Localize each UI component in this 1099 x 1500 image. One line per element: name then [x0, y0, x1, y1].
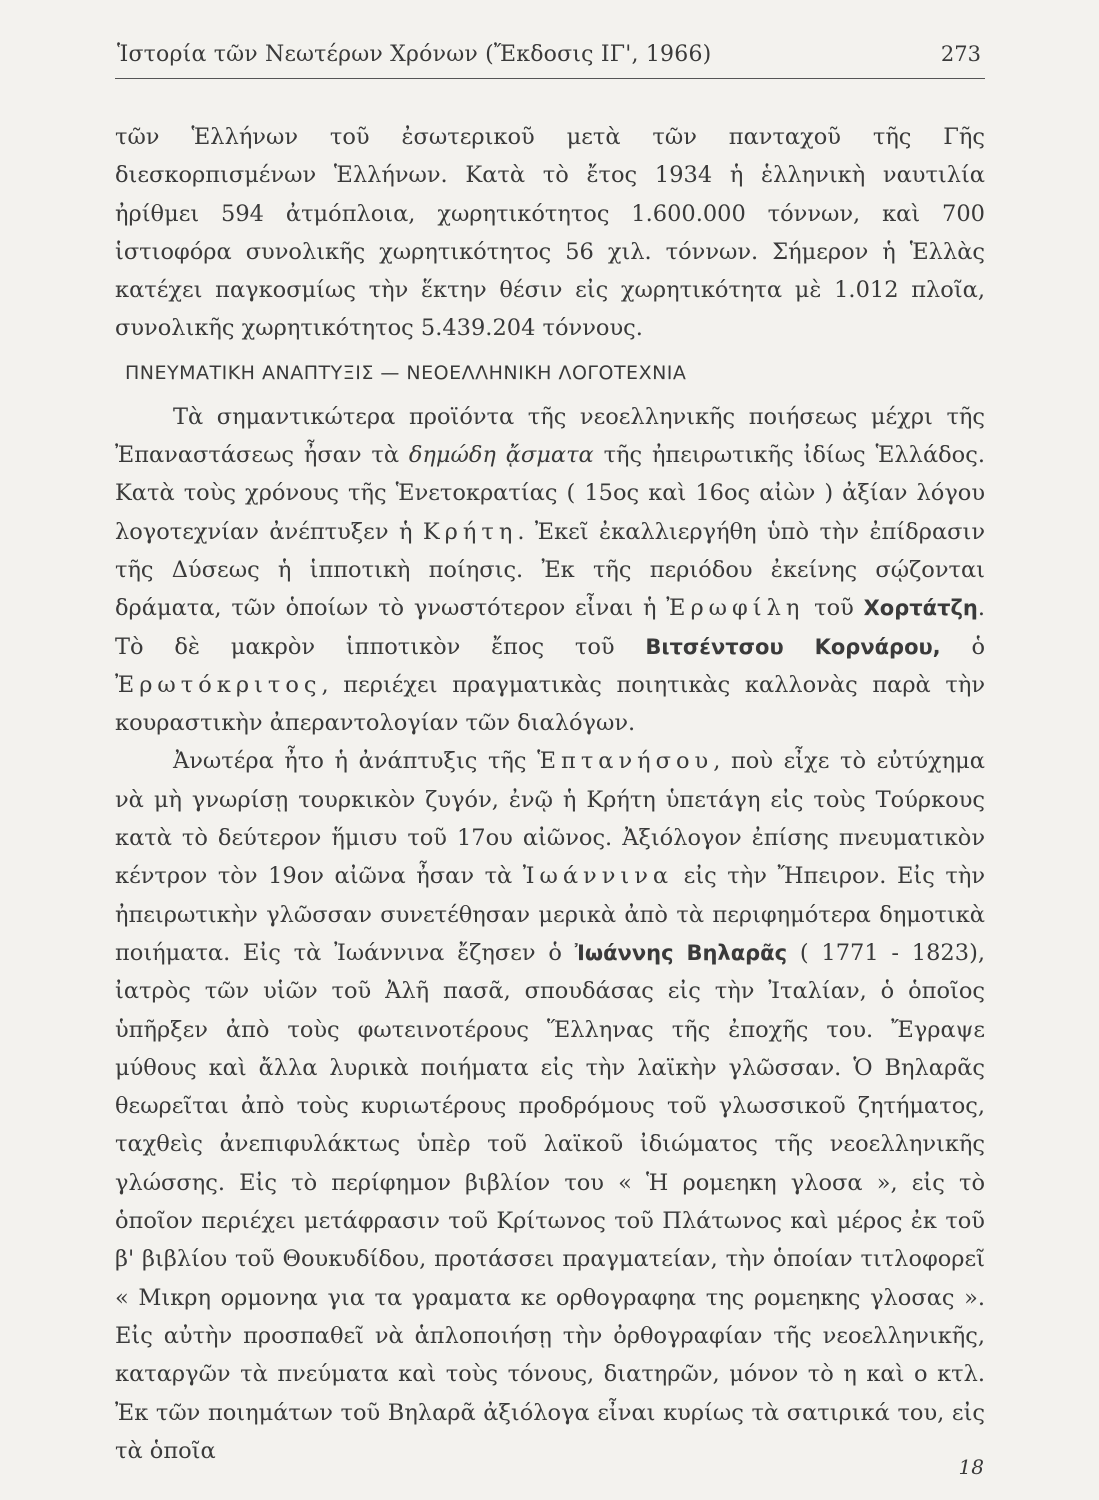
spaced-term: Ἐρωφίλη [666, 595, 805, 622]
spaced-term: Ἐρωτόκριτος [115, 671, 322, 698]
text-run: ὁ [940, 633, 985, 660]
text-run: . Τὸ δὲ μακρὸν ἱπποτικὸν ἔπος τοῦ [115, 595, 985, 660]
text-run: τῆς ἠπειρωτικῆς ἰδίως Ἑλλάδος. Κατὰ τοὺς χρόνους τῆς Ἑνετοκρατίας ( 15ος καὶ 16ος αἰὼν ) ἀξίαν λόγου λογοτεχνίαν ἀνέπτυξεν ἡ [115, 442, 985, 545]
text-run: τοῦ [804, 595, 864, 622]
text-run: , περιέχει πραγματικὰς ποιητικὰς καλλονὰς παρὰ τὴν κουραστικὴν ἀπεραντολογίαν τῶν διαλόγων. [115, 671, 985, 737]
italic-term: δημώδη ᾄσματα [408, 442, 594, 469]
text-run: Ἀνωτέρα ἦτο ἡ ἀνάπτυξις τῆς [173, 748, 538, 775]
spaced-term: Κρήτη [422, 518, 518, 545]
bold-name: Ἰωάννης Βηλαρᾶς [574, 940, 788, 965]
spaced-term: Ἑπτανήσου [537, 748, 714, 775]
text-run: , ποὺ εἶχε τὸ εὐτύχημα νὰ μὴ γνωρίσῃ τουρκικὸν ζυγόν, ἐνῷ ἡ Κρήτη ὑπετάγη εἰς τοὺς Τούρκους κατὰ τὸ δεύτερον ἥμισυ τοῦ 17ου αἰῶνος. Ἀξιόλογον ἐπίσης πνευματικὸν κέντρον τὸν 19ον αἰῶνα ἦσαν τὰ [115, 748, 985, 890]
paragraph-literature [115, 398, 985, 743]
bold-name: Βιτσέντσου Κορνάρου, [645, 634, 941, 659]
page-body [115, 118, 985, 1470]
spaced-term: Ἰωάννινα [522, 863, 674, 890]
text-run: Τὰ σημαντικώτερα προϊόντα τῆς νεοελληνικῆς ποιήσεως μέχρι τῆς Ἐπαναστάσεως ἦσαν τὰ [115, 403, 985, 469]
running-header [115, 38, 985, 79]
bold-name: Χορτάτζη [863, 596, 978, 621]
signature-mark: 18 [958, 1455, 984, 1479]
text-run: εἰς τὴν Ἤπειρον. Εἰς τὴν ἠπειρωτικὴν γλῶσσαν συνετέθησαν μερικὰ ἀπὸ τὰ περιφημότερα δημοτικὰ ποιήματα. Εἰς τὰ Ἰωάννινα ἔζησεν ὁ [115, 863, 985, 966]
text-run: ( 1771 - 1823), ἰατρὸς τῶν υἱῶν τοῦ Ἀλῆ πασᾶ, σπουδάσας εἰς τὴν Ἰταλίαν, ὁ ὁποῖος ὑπῆρξεν ἀπὸ τοὺς φωτεινοτέρους Ἕλληνας τῆς ἐποχῆς του. Ἔγραψε μύθους καὶ ἄλλα λυρικὰ ποιήματα εἰς τὴν λαϊκὴν γλῶσσαν. Ὁ Βηλαρᾶς θεωρεῖται ἀπὸ τοὺς κυριωτέρους προδρόμους τοῦ γλωσσικοῦ ζητήματος, ταχθεὶς ἀνεπιφυλάκτως ὑπὲρ τοῦ λαϊκοῦ ἰδιώματος τῆς νεοελληνικῆς γλώσσης. Εἰς τὸ περίφημον βιβλίον του « Ἡ ρομεηκη γλοσα », εἰς τὸ ὁποῖον περιέχει μετάφρασιν τοῦ Κρίτωνος τοῦ Πλάτωνος καὶ μέρος ἐκ τοῦ β' βιβλίου τοῦ Θουκυδίδου, προτάσσει πραγματείαν, τὴν ὁποίαν τιτλοφορεῖ « Μικρη ορμονηα για τα γραματα κε ορθογραφηα της ρομεηκης γλοσας ». Εἰς αὐτὴν προσπαθεῖ νὰ ἁπλοποιήσῃ τὴν ὀρθογραφίαν τῆς νεοελληνικῆς, καταργῶν τὰ πνεύματα καὶ τοὺς τόνους, διατηρῶν, μόνον τὸ η καὶ ο κτλ. Ἐκ τῶν ποιημάτων τοῦ Βηλαρᾶ ἀξιόλογα εἶναι κυρίως τὰ σατιρικά του, εἰς τὰ ὁποῖα [115, 939, 985, 1464]
book-title: Ἱστορία τῶν Νεωτέρων Χρόνων (Ἔκδοσις ΙΓ', 1966) [117, 42, 712, 67]
paragraph-shipping: τῶν Ἑλλήνων τοῦ ἐσωτερικοῦ μετὰ τῶν πανταχοῦ τῆς Γῆς διεσκορπισμένων Ἑλλήνων. Κατὰ τὸ ἔτος 1934 ἡ ἑλληνικὴ ναυτιλία ἠρίθμει 594 ἀτμόπλοια, χωρητικότητος 1.600.000 τόννων, καὶ 700 ἱστιοφόρα συνολικῆς χωρητικότητος 56 χιλ. τόννων. Σήμερον ἡ Ἑλλὰς κατέχει παγκοσμίως τὴν ἕκτην θέσιν εἰς χωρητικότητα μὲ 1.012 πλοῖα, συνολικῆς χωρητικότητος 5.439.204 τόννους. [115, 124, 985, 342]
section-heading: ΠΝΕΥΜΑΤΙΚΗ ΑΝΑΠΤΥΞΙΣ — ΝΕΟΕΛΛΗΝΙΚΗ ΛΟΓΟΤΕΧΝΙΑ [125, 361, 687, 384]
paragraph-heptanese [115, 742, 985, 1470]
page-number: 273 [940, 42, 981, 66]
text-run: . Ἐκεῖ ἐκαλλιεργήθη ὑπὸ τὴν ἐπίδρασιν τῆς Δύσεως ἡ ἱπποτικὴ ποίησις. Ἐκ τῆς περιόδου ἐκείνης σῴζονται δράματα, τῶν ὁποίων τὸ γνωστότερον εἶναι ἡ [115, 518, 985, 622]
